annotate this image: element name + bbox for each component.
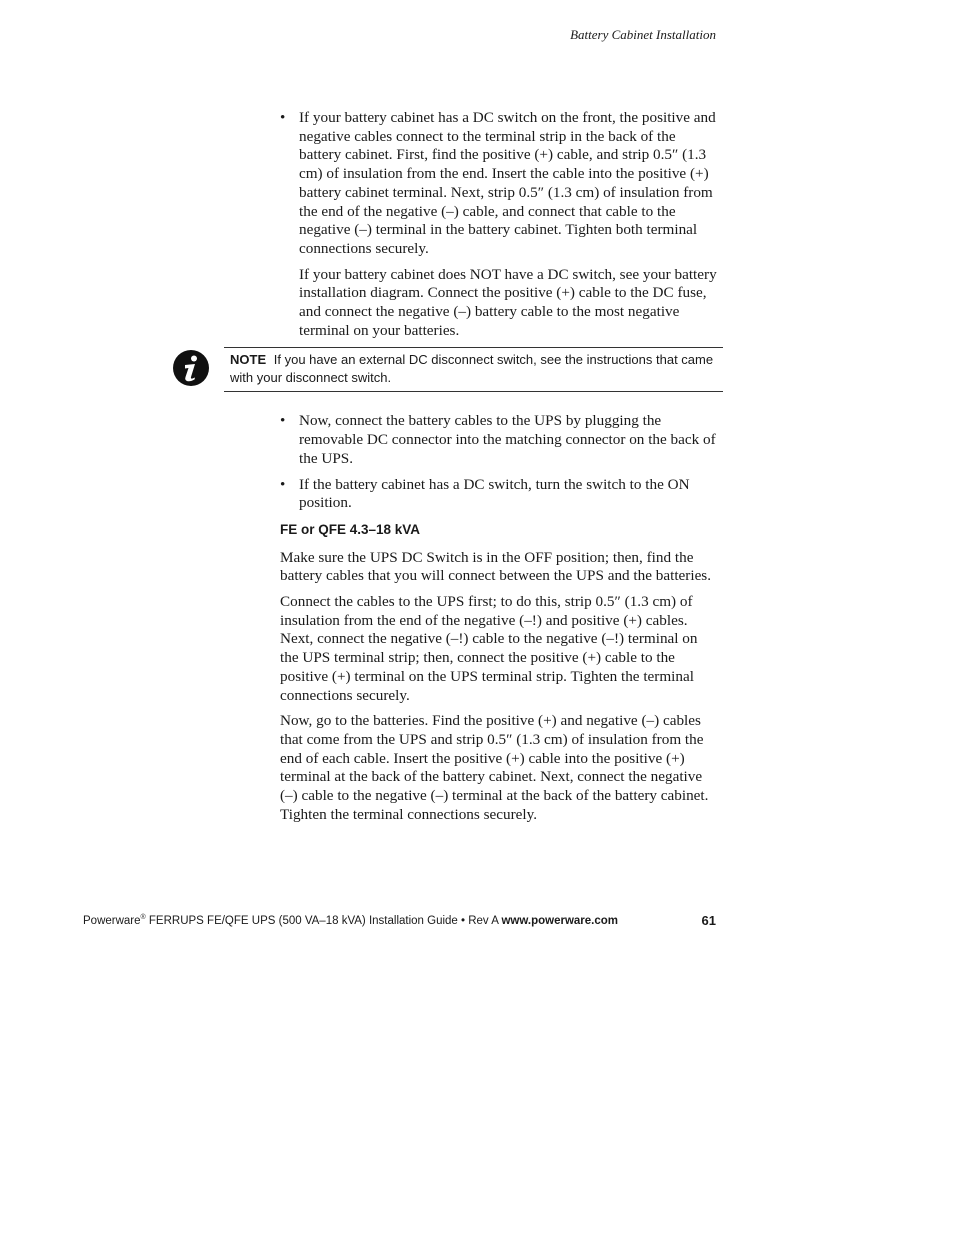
main-content (230, 109, 718, 832)
section-subheading: FE or QFE 4.3–18 kVA (280, 521, 421, 537)
paragraph: Make sure the UPS DC Switch is in the OFF position; then, find the battery cables that you will connect between the UPS and the batteries. (280, 548, 712, 585)
note-label: NOTE (230, 352, 267, 368)
paragraph: Now, go to the batteries. Find the positive (+) and negative (–) cables that come from the UPS and strip 0.5″ (1.3 cm) of insulation from the end of each cable. Insert the positive (+) cable into the positive (+) terminal at the back of the battery cabinet. Next, connect the negative (–) cable to the negative (–) terminal at the back of the battery cabinet. Tighten the terminal connections securely. (280, 712, 709, 823)
footer-brand: Powerware (83, 914, 141, 927)
page-number: 61 (701, 913, 716, 928)
list-item (280, 476, 718, 513)
bullet-text: Now, connect the battery cables to the UPS by plugging the removable DC connector into the matching connector on the back of the UPS. (299, 412, 716, 467)
info-icon (172, 349, 210, 387)
page-footer (83, 914, 716, 927)
bullet-continuation: If your battery cabinet does NOT have a DC switch, see your battery installation diagram. Connect the positive (+) cable to the DC fuse, and connect the negative (–) battery cable to the most negative terminal on your batteries. (299, 265, 717, 339)
bullet-list-2 (280, 412, 718, 513)
bullet-glyph: • (280, 412, 286, 430)
paragraph: Connect the cables to the UPS first; to do this, strip 0.5″ (1.3 cm) of insulation from the end of the negative (–!) and positive (+) cables. Next, connect the negative (–!) cable to the negative (–!) terminal on the UPS terminal strip; then, connect the positive (+) cable to the positive (+) terminal on the UPS terminal strip. Tighten the terminal connections securely. (280, 593, 698, 704)
bullet-text: If your battery cabinet has a DC switch on the front, the positive and negative cables connect to the terminal strip in the back of the battery cabinet. First, find the positive (+) cable, and strip 0.5″ (1.3 cm) of insulation from the end. Insert the cable into the positive (+) battery cabinet terminal. Next, strip 0.5″ (1.3 cm) of insulation from the end of the negative (–) cable, and connect that cable to the negative (–) terminal in the battery cabinet. Tighten both terminal connections securely. (299, 109, 716, 257)
bullet-text: If the battery cabinet has a DC switch, turn the switch to the ON position. (299, 475, 690, 512)
running-head: Battery Cabinet Installation (570, 27, 716, 42)
note-text: If you have an external DC disconnect switch, see the instructions that came with your disconnect switch. (230, 352, 714, 386)
footer-title: FERRUPS FE/QFE UPS (500 VA–18 kVA) Installation Guide • Rev A (145, 914, 502, 927)
list-item (280, 109, 718, 259)
registered-mark: ® (140, 914, 146, 921)
bullet-glyph: • (280, 109, 286, 126)
list-item (280, 412, 718, 468)
note-block (224, 347, 723, 392)
bullet-list-1 (280, 109, 718, 259)
footer-url: www.powerware.com (501, 914, 619, 927)
bullet-glyph: • (280, 475, 286, 493)
